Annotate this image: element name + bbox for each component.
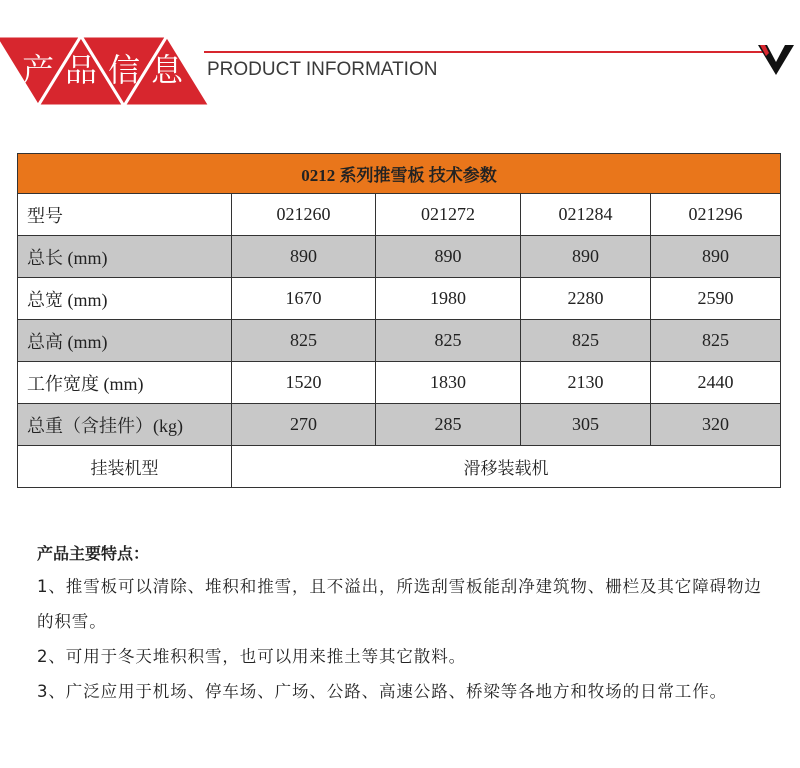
row-label: 总长 (mm) (18, 236, 232, 278)
row-label: 型号 (18, 194, 232, 236)
cell-value: 021296 (651, 194, 781, 236)
spec-row-length (18, 236, 781, 278)
row-label: 总重（含挂件）(kg) (18, 404, 232, 446)
cell-value: 285 (376, 404, 521, 446)
cell-value: 825 (651, 320, 781, 362)
cell-value: 2130 (521, 362, 651, 404)
cell-value: 825 (232, 320, 376, 362)
title-char: 信 (107, 51, 140, 89)
cell-value: 2280 (521, 278, 651, 320)
spec-table-title: 0212 系列推雪板 技术参数 (18, 154, 781, 194)
cell-value: 890 (232, 236, 376, 278)
cell-value: 305 (521, 404, 651, 446)
cell-value: 1670 (232, 278, 376, 320)
cell-value: 021260 (232, 194, 376, 236)
spec-row-height (18, 320, 781, 362)
cell-value: 825 (376, 320, 521, 362)
cell-value: 1830 (376, 362, 521, 404)
title-char: 品 (64, 51, 97, 89)
spec-row-weight (18, 404, 781, 446)
spec-table (17, 153, 781, 488)
spec-row-model (18, 194, 781, 236)
title-char: 产 (21, 51, 54, 89)
cell-value: 890 (521, 236, 651, 278)
cell-value: 270 (232, 404, 376, 446)
v-logo-icon (757, 42, 795, 76)
mount-value: 滑移装载机 (232, 446, 781, 488)
row-label: 总宽 (mm) (18, 278, 232, 320)
row-label: 挂装机型 (18, 446, 232, 488)
spec-row-mount (18, 446, 781, 488)
row-label: 工作宽度 (mm) (18, 362, 232, 404)
feature-line: 2、可用于冬天堆积积雪，也可以用来推土等其它散料。 (37, 647, 466, 666)
feature-line: 1、推雪板可以清除、堆积和推雪，且不溢出，所选刮雪板能刮净建筑物、栅栏及其它障碍物边 (37, 577, 762, 596)
spec-table-title-row (18, 154, 781, 194)
spec-row-working-width (18, 362, 781, 404)
cell-value: 2440 (651, 362, 781, 404)
cell-value: 825 (521, 320, 651, 362)
features-list (37, 569, 762, 709)
cell-value: 021272 (376, 194, 521, 236)
feature-line: 3、广泛应用于机场、停车场、广场、公路、高速公路、桥梁等各地方和牧场的日常工作。 (37, 682, 727, 701)
header-rule (204, 51, 770, 53)
row-label: 总高 (mm) (18, 320, 232, 362)
cell-value: 1980 (376, 278, 521, 320)
title-char: 息 (150, 51, 183, 89)
cell-value: 2590 (651, 278, 781, 320)
cell-value: 021284 (521, 194, 651, 236)
cell-value: 890 (651, 236, 781, 278)
features-heading: 产品主要特点： (37, 544, 150, 563)
feature-line: 的积雪。 (37, 612, 107, 631)
cell-value: 890 (376, 236, 521, 278)
spec-row-width (18, 278, 781, 320)
header-subtitle: PRODUCT INFORMATION (207, 59, 438, 80)
cell-value: 1520 (232, 362, 376, 404)
cell-value: 320 (651, 404, 781, 446)
